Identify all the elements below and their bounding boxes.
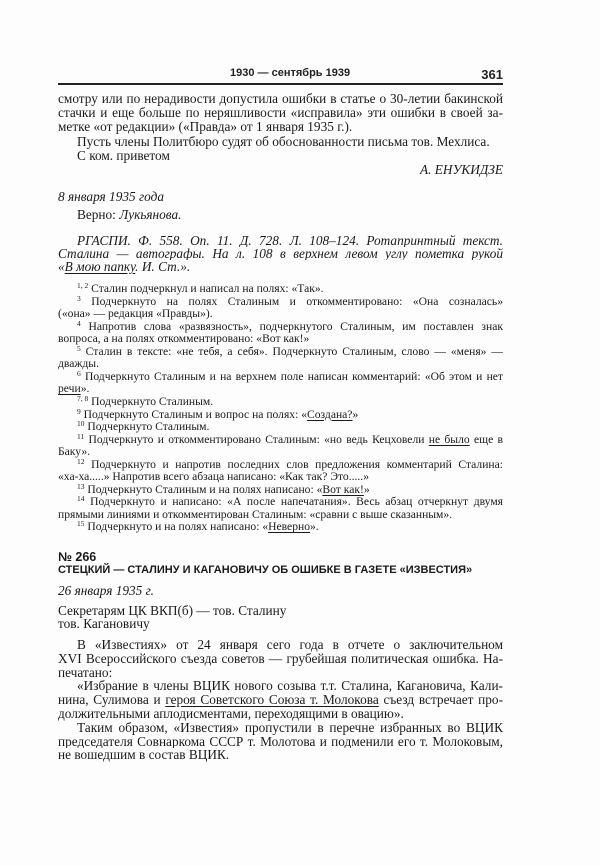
underlined-text: Вот как! (322, 482, 364, 496)
page-number: 361 (481, 67, 503, 82)
footnote-marker: 6 (77, 370, 81, 378)
letter-end-line: стачки и еще больше по неряшливости «исправила» эти ошибки в своей за- (58, 106, 503, 121)
footnotes-line: $^{12}$ Подчеркнуто и напротив последних слов предложения комментарий Сталина: (77, 458, 503, 471)
doc-body-line: не вошедшим в состав ВЦИК. (58, 747, 230, 763)
doc-date-line: 26 января 1935 г. (58, 583, 154, 598)
footnote-marker: 1, 2 (77, 281, 89, 290)
letter-end-line: Пусть члены Политбюро судят об обоснованности письма тов. Мехлиса. (77, 133, 490, 149)
footnotes-line: $^3$ Подчеркнуто на полях Сталиным и откомментировано: «Она созналась» (77, 295, 503, 308)
footnotes-line: $^6$ Подчеркнуто Сталиным и на верхнем поле написан комментарий: «Об этом и нет (77, 370, 503, 383)
signature-line: А. ЕНУКИДЗЕ (419, 162, 503, 177)
addressee-line: тов. Кагановичу (58, 615, 150, 631)
footnote-marker: 10 (77, 419, 85, 429)
footnote-marker: 5 (77, 345, 81, 353)
archive-line: РГАСПИ. Ф. 558. Оп. 11. Д. 728. Л. 108–124. Ротапринтный текст. (77, 233, 503, 247)
footnotes-line: речи». (58, 382, 90, 396)
underlined-text: Неверно (268, 520, 310, 534)
footnote-marker: 15 (77, 519, 85, 529)
footnotes-line: $^5$ Сталин в тексте: «не тебя, а себя». Подчеркнуто Сталиным, слово — «меня» — (77, 345, 503, 358)
footnotes-line: $^9$ Подчеркнуто Сталиным и вопрос на полях: «Создана?» (77, 406, 359, 421)
archive-line: Сталина — автографы. На л. 108 в верхнем левом углу пометка рукой (58, 246, 503, 260)
underlined-text: речи (58, 382, 81, 396)
verified-line: Верно: Лукьянова. (77, 207, 182, 222)
doc-body-line: председателя Совнаркома СССР т. Молотова и подменили его т. Молоковым, (58, 734, 503, 749)
footnotes-line: «ха-ха.....» Напротив всего абзаца написано: «Как так? Это.....» (58, 470, 369, 484)
footnote-marker: 13 (77, 481, 85, 491)
footnote-marker: 9 (77, 406, 81, 416)
doc-body-line: Таким образом, «Известия» пропустили в перечне избранных во ВЦИК (77, 720, 503, 735)
header-rule (58, 83, 503, 85)
footnotes-line: прямыми линиями и откомментирован Сталиным: «сравни с выше сказанным». (58, 507, 453, 521)
footnotes-line: Баку». (58, 445, 91, 459)
letter-end-line: метке «от редакции» («Правда» от 1 января 1935 г.). (58, 119, 353, 135)
footnotes-line: $^{1, 2}$ Сталин подчеркнул и написал на полях: «Так». (77, 281, 324, 295)
underlined-text: не было (428, 433, 470, 446)
addressee-line: Секретарям ЦК ВКП(б) — тов. Сталину (58, 602, 287, 618)
footnotes-line: $^{14}$ Подчеркнуто и написано: «А после напечатания». Весь абзац отчеркнут двумя (77, 496, 503, 509)
archive-line: «В мою папку. И. Ст.». (58, 258, 191, 274)
footnotes-line: вопроса, а на полях откомментировано: «Вот как!» (58, 332, 310, 346)
footnote-marker: 11 (77, 433, 85, 441)
underlined-text: В мою папку (64, 258, 136, 274)
footnotes-line: $^{13}$ Подчеркнуто Сталиным и на полях написано: «Вот как!» (77, 481, 370, 496)
footnote-marker: 7, 8 (77, 393, 89, 403)
footnote-marker: 12 (77, 458, 85, 466)
italic-text: Лукьянова. (119, 207, 182, 222)
footnote-marker: 14 (77, 496, 85, 504)
running-head: 1930 — сентябрь 1939 (230, 67, 351, 79)
footnotes-line: дважды. (58, 357, 99, 371)
doc-number-line: № 266 (58, 550, 97, 564)
letter-end-line: смотру или по нерадивости допустила ошибки в статье о 30-летии бакинской (58, 92, 503, 106)
doc-title-line: СТЕЦКИЙ — СТАЛИНУ И КАГАНОВИЧУ ОБ ОШИБКЕ В ГАЗЕТЕ «ИЗВЕСТИЯ» (58, 564, 473, 576)
doc-body-line: должительными аплодисментами, переходящими в овацию». (58, 706, 404, 721)
doc-body-line: нина, Сулимова и героя Советского Союза т. Молокова съезд встречает про- (58, 693, 503, 707)
underlined-text: Создана? (307, 407, 353, 421)
footnotes-line: $^{7, 8}$ Подчеркнуто Сталиным. (77, 393, 214, 408)
date-line: 8 января 1935 года (58, 189, 165, 204)
doc-body-line: печатано: (58, 664, 113, 680)
doc-body-line: XVI Всероссийского съезда советов — грубейшая политическая ошибка. На- (58, 651, 503, 666)
underlined-text: героя Советского Союза т. Молокова (165, 693, 379, 707)
footnote-marker: 3 (77, 295, 81, 303)
footnotes-line: $^4$ Напротив слова «развязность», подчеркнутого Сталиным, им поставлен знак (77, 320, 503, 333)
letter-end-line: С ком. приветом (77, 147, 170, 163)
doc-body-line: В «Известиях» от 24 января сего года в отчете о заключительном (77, 638, 503, 652)
footnotes-line: $^{11}$ Подчеркнуто и откомментировано Сталиным: «но ведь Кецховели не было еще в (77, 433, 503, 446)
footnotes-line: («она» — редакция «Правды»). (58, 307, 213, 321)
footnote-marker: 4 (77, 320, 81, 328)
footnotes-line: $^{10}$ Подчеркнуто Сталиным. (77, 419, 210, 434)
footnotes-line: $^{15}$ Подчеркнуто и на полях написано: «Неверно». (77, 519, 319, 534)
doc-body-line: «Избрание в члены ВЦИК нового созыва т.т. Сталина, Кагановича, Кали- (77, 679, 503, 694)
